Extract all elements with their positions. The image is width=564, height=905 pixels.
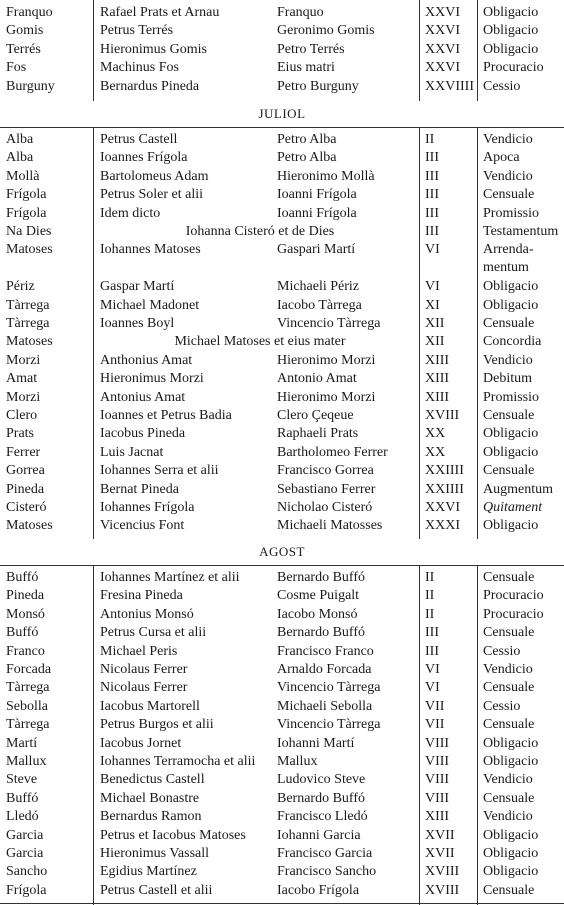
day-cell: XXVI [425,41,460,57]
act-type-cell: Censuale [483,680,535,696]
grantor-cell: Iohannes Martínez et alii [100,570,240,585]
surname-cell: Pineda [6,481,45,497]
day-cell: XIII [425,809,450,825]
day-cell: XVII [425,846,455,861]
day-cell: XXVI [425,5,460,20]
day-cell: VIII [425,790,450,806]
recipient-cell: Gaspari Martí [277,242,356,258]
recipient-cell: Hieronimo Morzi [277,389,376,405]
surname-cell: Clero [6,408,38,423]
surname-cell: Morzi [6,352,41,368]
act-type-cell: Vendicio [483,168,533,184]
day-cell: XXVI [425,60,460,76]
recipient-cell: Mallux [277,754,318,769]
surname-cell: Sancho [6,864,48,880]
act-type-cell: Vendicio [483,352,533,368]
recipient-cell: Iohanni Garcia [277,827,361,843]
act-type-cell: Procuracio [483,60,544,76]
day-cell: XIII [425,389,450,405]
recipient-cell: Francisco Garcia [277,846,373,861]
act-type-cell: Obligacio [483,41,539,57]
surname-cell: Gorrea [6,463,45,479]
grantor-cell: Benedictus Castell [100,772,205,788]
day-cell: VIII [425,735,450,751]
recipient-cell: Nicholao Cisteró [277,500,373,515]
act-type-cell: Obligacio [483,864,539,880]
surname-cell: Matoses [6,334,53,350]
surname-cell: Garcia [6,846,44,861]
recipient-cell: Iacobo Monsó [277,606,358,622]
act-type-cell: Censuale [483,625,535,641]
surname-cell: Ferrer [6,444,41,460]
surname-cell: Frígola [6,205,47,221]
act-type-cell: Censuale [483,717,535,733]
day-cell: VI [425,279,440,295]
recipient-cell: Antonio Amat [277,371,357,387]
day-cell: III [425,150,439,166]
grantor-cell: Iohannes Matoses [100,242,201,258]
grantor-cell: Rafael Prats et Arnau [100,5,220,20]
grantor-cell: Gaspar Martí [100,279,175,295]
grantor-cell: Idem dicto [100,205,161,221]
act-type-cell: Quitament [483,500,543,515]
day-cell: XXVIIII [425,78,474,94]
grantor-cell: Iohannes Serra et alii [100,463,219,479]
day-cell: XXVI [425,23,460,39]
surname-cell: Périz [6,279,35,295]
surname-cell: Franco [6,643,45,659]
day-cell: XIII [425,352,450,368]
recipient-cell: Michaeli Périz [277,279,360,295]
day-cell: VII [425,698,445,714]
act-type-cell: Obligacio [483,5,539,20]
surname-cell: Alba [6,150,34,166]
act-type-cell: Vendicio [483,809,533,825]
day-cell: II [425,606,435,622]
surname-cell: Buffó [6,790,39,806]
day-cell: III [425,168,439,184]
act-type-cell: Promissio [483,389,540,405]
act-type-cell: Augmentum [483,481,553,497]
day-cell: III [425,205,439,221]
grantor-cell: Petrus Soler et alii [100,187,204,203]
day-cell: VI [425,242,440,258]
act-type-cell: Obligacio [483,735,539,751]
grantor-cell: Michael Madonet [100,297,200,313]
grantor-cell: Antonius Monsó [100,606,194,622]
surname-cell: Tàrrega [6,717,50,733]
recipient-cell: Hieronimo Morzi [277,352,376,368]
grantor-cell: Ioannes Frígola [100,150,188,166]
act-type-cell: Obligacio [483,23,539,39]
grantor-cell: Vicencius Font [100,518,185,534]
act-type-cell: Censuale [483,316,535,331]
bottom-rule [0,903,564,904]
act-type-cell: Censuale [483,463,535,479]
surname-cell: Frígola [6,187,47,203]
recipient-cell: Vincencio Tàrrega [277,316,381,331]
act-type-cell: Censuale [483,790,535,806]
grantor-cell: Petrus Cursa et alii [100,625,207,641]
merged-parties-cell: Iohanna Cisteró et de Dies [185,224,335,239]
recipient-cell: Ioanni Frígola [277,187,357,203]
section-title-juliol: JULIOL [0,101,564,127]
grantor-cell: Bartolomeus Adam [100,168,209,184]
surname-cell: Prats [6,426,34,442]
recipient-cell: Francisco Franco [277,643,374,659]
surname-cell: Pineda [6,588,45,604]
day-cell: III [425,643,439,659]
recipient-cell: Francisco Gorrea [277,463,374,479]
grantor-cell: Bernat Pineda [100,481,179,497]
act-type-cell: Promissio [483,205,540,221]
act-type-cell: Vendicio [483,662,533,677]
surname-cell: Cisteró [6,500,47,515]
grantor-cell: Anthonius Amat [100,352,193,368]
grantor-cell: Michael Peris [100,643,178,659]
surname-cell: Tàrrega [6,297,50,313]
surname-cell: Matoses [6,242,53,258]
act-type-cell: Obligacio [483,518,539,534]
grantor-cell: Petrus Burgos et alii [100,717,214,733]
surname-cell: Buffó [6,570,39,585]
day-cell: II [425,570,435,585]
act-type-cell: Testamentum [483,224,559,239]
day-cell: XIII [425,371,450,387]
surname-cell: Mollà [6,168,40,184]
recipient-cell: Clero Çeqeue [277,408,354,423]
act-type-cell: Obligacio [483,754,539,769]
grantor-cell: Hieronimus Morzi [100,371,204,387]
recipient-cell: Sebastiano Ferrer [277,481,376,497]
recipient-cell: Franquo [277,5,324,20]
day-cell: XII [425,334,445,350]
recipient-cell: Cosme Puigalt [277,588,360,604]
day-cell: XVIII [425,864,460,880]
grantor-cell: Iohannes Terramocha et alii [100,754,256,769]
grantor-cell: Iacobus Jornet [100,735,182,751]
grantor-cell: Antonius Amat [100,389,186,405]
surname-cell: Amat [6,371,38,387]
act-type-cell: Procuracio [483,606,544,622]
recipient-cell: Iacobo Frígola [277,882,360,898]
section-title-agost: AGOST [0,539,564,565]
recipient-cell: Ioanni Frígola [277,205,357,221]
column-rule-3 [477,0,478,905]
act-type-cell: Obligacio [483,827,539,843]
recipient-cell: Vincencio Tàrrega [277,680,381,696]
act-type-cell: Obligacio [483,297,539,313]
recipient-cell: Petro Alba [277,132,337,147]
day-cell: XVIII [425,882,460,898]
surname-cell: Terrés [6,41,41,57]
act-type-cell: Censuale [483,408,535,423]
grantor-cell: Hieronimus Gomis [100,41,207,57]
day-cell: XI [425,297,440,313]
day-cell: XX [425,444,446,460]
recipient-cell: Vincencio Tàrrega [277,717,381,733]
surname-cell: Frígola [6,882,47,898]
act-type-cell: Concordia [483,334,542,350]
act-type-cell: Censuale [483,187,535,203]
recipient-cell: Iohanni Martí [277,735,355,751]
surname-cell: Matoses [6,518,53,534]
column-rule-2 [419,0,420,905]
grantor-cell: Machinus Fos [100,60,179,76]
recipient-cell: Michaeli Matosses [277,518,383,534]
surname-cell: Alba [6,132,34,147]
recipient-cell: Petro Alba [277,150,337,166]
surname-cell: Tàrrega [6,316,50,331]
act-type-cell: Procuracio [483,588,544,604]
grantor-cell: Hieronimus Vassall [100,846,210,861]
surname-cell: Monsó [6,606,45,622]
surname-cell: Steve [6,772,38,788]
recipient-cell: Raphaeli Prats [277,426,359,442]
recipient-cell: Eius matri [277,60,335,76]
recipient-cell: Hieronimo Mollà [277,168,375,184]
day-cell: VIII [425,754,450,769]
merged-parties-cell: Michael Matoses et eius mater [174,334,346,350]
act-type-cell: Vendicio [483,132,533,147]
act-type-cell: Obligacio [483,279,539,295]
recipient-cell: Geronimo Gomis [277,23,375,39]
day-cell: XVII [425,827,455,843]
surname-cell: Franquo [6,5,53,20]
recipient-cell: Francisco Sancho [277,864,377,880]
surname-cell: Martí [6,735,38,751]
grantor-cell: Iacobus Martorell [100,698,200,714]
grantor-cell: Bernardus Pineda [100,78,200,94]
act-type-cell: Arrenda-mentum [483,242,534,276]
day-cell: XVIII [425,408,460,423]
day-cell: VI [425,680,440,696]
day-cell: XXIIII [425,481,464,497]
recipient-cell: Petro Terrés [277,41,345,57]
surname-cell: Garcia [6,827,44,843]
surname-cell: Forcada [6,662,52,677]
grantor-cell: Iacobus Pineda [100,426,186,442]
day-cell: III [425,625,439,641]
recipient-cell: Bartholomeo Ferrer [277,444,388,460]
surname-cell: Burguny [6,78,55,94]
column-rule-1 [93,0,94,905]
day-cell: III [425,224,439,239]
recipient-cell: Bernardo Buffó [277,625,365,641]
day-cell: XX [425,426,446,442]
grantor-cell: Nicolaus Ferrer [100,680,188,696]
act-type-cell: Censuale [483,570,535,585]
act-type-cell: Obligacio [483,444,539,460]
grantor-cell: Petrus Terrés [100,23,174,39]
act-type-cell: Censuale [483,882,535,898]
surname-cell: Na Dies [6,224,52,239]
day-cell: VI [425,662,440,677]
recipient-cell: Bernardo Buffó [277,790,365,806]
act-type-cell: Vendicio [483,772,533,788]
day-cell: VII [425,717,445,733]
recipient-cell: Petro Burguny [277,78,359,94]
grantor-cell: Luis Jacnat [100,444,164,460]
grantor-cell: Michael Bonastre [100,790,200,806]
act-type-cell: Cessio [483,78,521,94]
recipient-cell: Bernardo Buffó [277,570,365,585]
grantor-cell: Ioannes Boyl [100,316,175,331]
grantor-cell: Nicolaus Ferrer [100,662,188,677]
grantor-cell: Iohannes Frígola [100,500,195,515]
act-type-cell: Obligacio [483,846,539,861]
grantor-cell: Egidius Martínez [100,864,197,880]
recipient-cell: Ludovico Steve [277,772,366,788]
day-cell: XXVI [425,500,460,515]
recipient-cell: Francisco Lledó [277,809,368,825]
grantor-cell: Petrus Castell [100,132,178,147]
section-rule [0,127,564,128]
surname-cell: Sebolla [6,698,48,714]
surname-cell: Fos [6,60,27,76]
recipient-cell: Michaeli Sebolla [277,698,373,714]
grantor-cell: Ioannes et Petrus Badia [100,408,232,423]
day-cell: III [425,187,439,203]
surname-cell: Tàrrega [6,680,50,696]
act-type-cell: Cessio [483,643,521,659]
recipient-cell: Iacobo Tàrrega [277,297,362,313]
surname-cell: Lledó [6,809,39,825]
surname-cell: Buffó [6,625,39,641]
section-rule [0,565,564,566]
grantor-cell: Fresina Pineda [100,588,183,604]
day-cell: XII [425,316,445,331]
act-type-cell: Cessio [483,698,521,714]
recipient-cell: Arnaldo Forcada [277,662,372,677]
grantor-cell: Petrus Castell et alii [100,882,213,898]
act-type-cell: Obligacio [483,426,539,442]
act-type-cell: Apoca [483,150,520,166]
day-cell: XXIIII [425,463,464,479]
day-cell: II [425,588,435,604]
day-cell: II [425,132,435,147]
grantor-cell: Petrus et Iacobus Matoses [100,827,246,843]
surname-cell: Mallux [6,754,47,769]
day-cell: VIII [425,772,450,788]
grantor-cell: Bernardus Ramon [100,809,202,825]
surname-cell: Gomis [6,23,44,39]
day-cell: XXXI [425,518,460,534]
surname-cell: Morzi [6,389,41,405]
act-type-cell: Debitum [483,371,532,387]
